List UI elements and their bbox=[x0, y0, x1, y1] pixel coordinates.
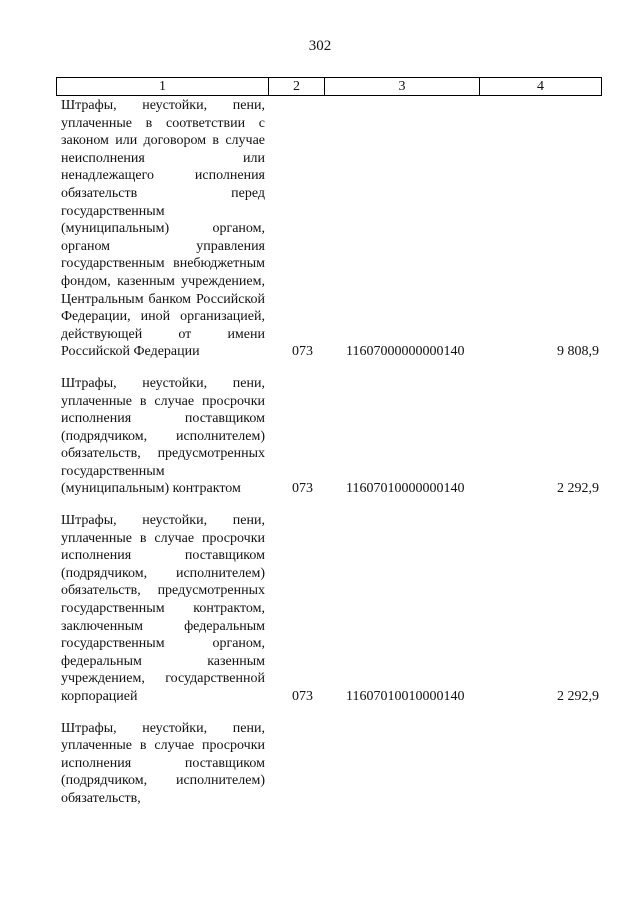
row-code: 073 bbox=[292, 689, 313, 704]
table-row bbox=[61, 512, 601, 706]
table-header bbox=[56, 77, 602, 96]
row-code: 073 bbox=[292, 344, 313, 360]
row-kbk: 11607010000000140 bbox=[346, 481, 465, 497]
row-amount: 9 808,9 bbox=[557, 344, 599, 360]
table-row bbox=[61, 720, 601, 808]
row-amount: 2 292,9 bbox=[557, 689, 599, 704]
table-row bbox=[61, 375, 601, 498]
row-kbk: 11607000000000140 bbox=[346, 344, 465, 360]
row-description: Штрафы, неустойки, пени, уплаченные в соответствии с законом или договором в случае неисполнения или ненадлежащего исполнения обязательств перед государственным (муниципальным) органом, органом управления государственным внебюджетным фондом, казенным учреждением, Центральным банком Российской Федерации, иной организацией, действующей от имени Российской Федерации bbox=[61, 98, 265, 360]
row-description: Штрафы, неустойки, пени, уплаченные в случае просрочки исполнения поставщиком (подрядчиком, исполнителем) обязательств, предусмотренных государственным (муниципальным) контрактом bbox=[61, 375, 265, 497]
table-row bbox=[61, 97, 601, 361]
row-description: Штрафы, неустойки, пени, уплаченные в случае просрочки исполнения поставщиком (подрядчиком, исполнителем) обязательств, bbox=[61, 720, 265, 806]
header-col-2: 2 bbox=[269, 78, 325, 96]
row-amount: 2 292,9 bbox=[557, 481, 599, 497]
table-body bbox=[61, 97, 601, 822]
row-kbk: 11607010010000140 bbox=[346, 689, 465, 704]
row-description: Штрафы, неустойки, пени, уплаченные в случае просрочки исполнения поставщиком (подрядчиком, исполнителем) обязательств, предусмотренных государственным контрактом, заключенным федеральным государственным органом, федеральным казенным учреждением, государственной корпорацией bbox=[61, 513, 265, 704]
row-code: 073 bbox=[292, 481, 313, 497]
page-number: 302 bbox=[308, 38, 332, 54]
header-col-1: 1 bbox=[57, 78, 269, 96]
header-col-3: 3 bbox=[325, 78, 480, 96]
header-col-4: 4 bbox=[480, 78, 602, 96]
